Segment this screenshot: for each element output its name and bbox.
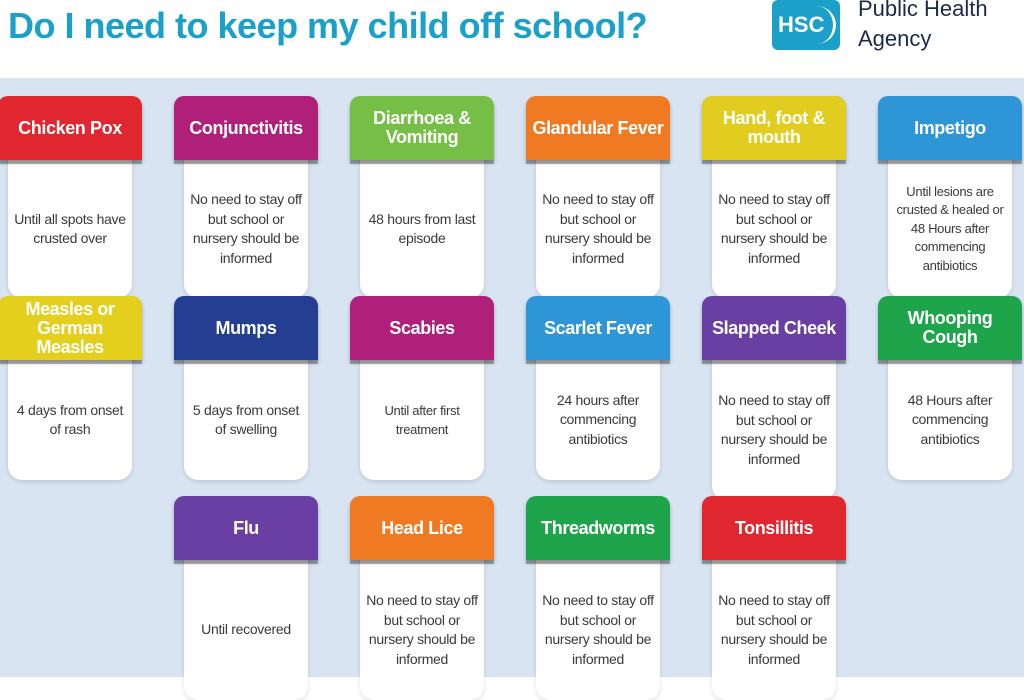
card-text: No need to stay off but school or nursery should be informed xyxy=(712,356,836,500)
card-text: No need to stay off but school or nursery should be informed xyxy=(360,556,484,700)
card-text: No need to stay off but school or nursery should be informed xyxy=(536,156,660,298)
card-text: 48 Hours after commencing antibiotics xyxy=(888,356,1012,480)
card-text: Until after first treatment xyxy=(360,356,484,480)
card-text: 24 hours after commencing antibiotics xyxy=(536,356,660,480)
agency-name xyxy=(858,0,988,54)
card-name: Scabies xyxy=(389,317,455,338)
card-text: 5 days from onset of swelling xyxy=(184,356,308,480)
card-name: Whooping Cough xyxy=(907,308,993,347)
illness-grid xyxy=(0,78,1024,677)
card-name: Tonsillitis xyxy=(734,517,814,538)
card-text: No need to stay off but school or nursery should be informed xyxy=(712,156,836,298)
card-name: Measles or German Measles xyxy=(25,298,115,357)
card-text: Until all spots have crusted over xyxy=(8,156,132,298)
card-text: Until recovered xyxy=(184,556,308,700)
agency-name-line2: Agency xyxy=(858,26,932,51)
card-text: 48 hours from last episode xyxy=(360,156,484,298)
hsc-logo xyxy=(772,0,1024,60)
agency-name-line1: Public Health xyxy=(858,0,988,21)
logo-swoosh-icon xyxy=(815,6,836,44)
card-text: 4 days from onset of rash xyxy=(8,356,132,480)
hsc-logo-mark xyxy=(772,0,840,50)
card-text: No need to stay off but school or nursery should be informed xyxy=(712,556,836,700)
card-name: Diarrhoea & Vomiting xyxy=(373,108,471,147)
card-name: Mumps xyxy=(215,317,277,338)
card-name: Slapped Cheek xyxy=(712,317,836,338)
card-text: No need to stay off but school or nursery should be informed xyxy=(536,556,660,700)
card-name: Threadworms xyxy=(541,517,655,538)
card-name: Impetigo xyxy=(914,117,986,138)
card-name: Glandular Fever xyxy=(532,117,664,138)
card-name: Conjunctivitis xyxy=(189,117,303,138)
card-name: Hand, foot & mouth xyxy=(722,108,826,147)
card-name: Head Lice xyxy=(381,517,463,538)
card-text: No need to stay off but school or nursery should be informed xyxy=(184,156,308,298)
header xyxy=(0,0,1024,78)
card-name: Scarlet Fever xyxy=(544,317,652,338)
card-name: Flu xyxy=(233,517,259,538)
card-text: Until lesions are crusted & healed or 48 Hours after commencing antibiotics xyxy=(888,156,1012,298)
card-name: Chicken Pox xyxy=(18,117,122,138)
page-title: Do I need to keep my child off school? xyxy=(8,5,648,46)
hsc-logo-text: HSC xyxy=(778,12,825,37)
